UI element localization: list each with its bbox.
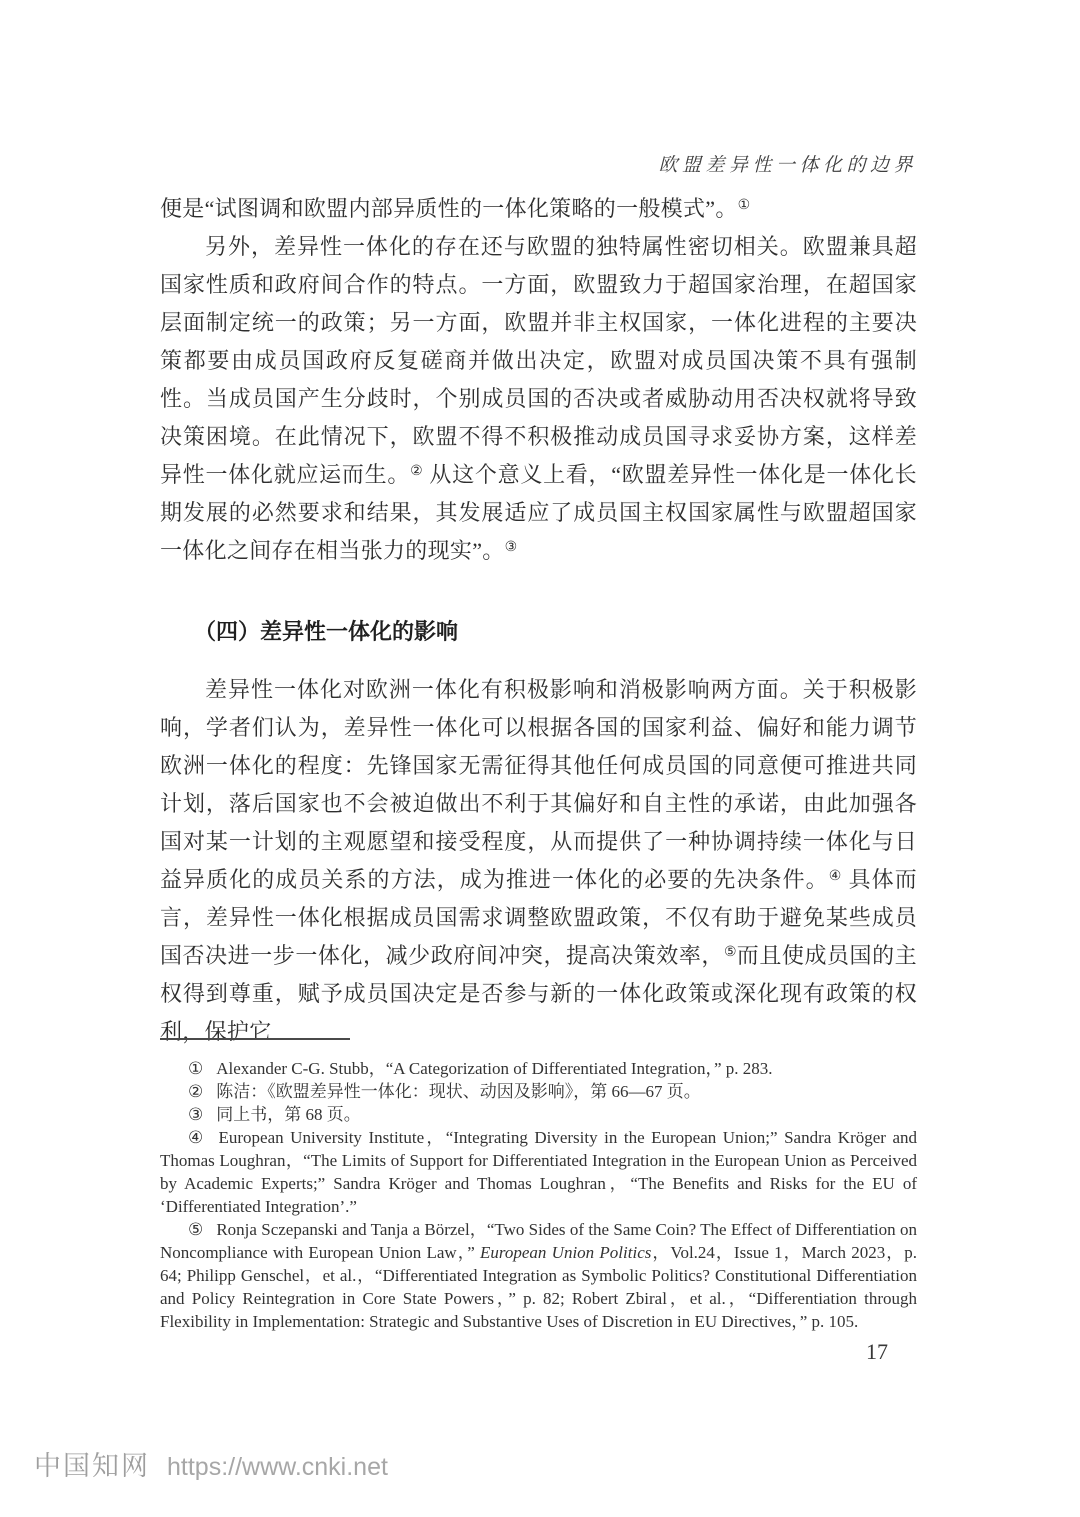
footnote-item — [160, 1103, 917, 1126]
footnote-marker: ② — [188, 1082, 204, 1101]
text-run: 便是“试图调和欧盟内部异质性的一体化策略的一般模式”。 — [160, 196, 738, 221]
body-paragraph — [160, 671, 917, 1051]
footnote-separator — [160, 1038, 350, 1040]
footnote-item — [160, 1126, 917, 1218]
text-run: 具体而言，差异性一体化根据成员国需求调整欧盟政策，不仅有助于避免某些成员国否决进一步一体化，减少政府间冲突，提高决策效率， — [160, 867, 917, 968]
text-run: 同上书，第 68 页。 — [216, 1105, 361, 1124]
text-run: ，Vol.24，Issue 1，March 2023，p. 64; Philipp Genschel，et al.，“Differentiated Integration as Symbolic Politics? Constitutional Differentiation and Policy Reintegration in Core State Powers，” p. 82; Robert Zbiral，et al.，“Differentiation through Flexibility in Implementation: Strategic and Substantive Uses of Discretion in EU Directives，” p. 105. — [160, 1243, 917, 1331]
watermark — [34, 1444, 388, 1483]
footnote-marker: ① — [188, 1059, 204, 1078]
text-run: 而且使成员国的主权得到尊重，赋予成员国决定是否参与新的一体化政策或深化现有政策的权利，保护它 — [160, 943, 917, 1044]
text-run: 另外，差异性一体化的存在还与欧盟的独特属性密切相关。欧盟兼具超国家性质和政府间合作的特点。一方面，欧盟致力于超国家治理，在超国家层面制定统一的政策；另一方面，欧盟并非主权国家，一体化进程的主要决策都要由成员国政府反复磋商并做出决定，欧盟对成员国决策不具有强制性。当成员国产生分歧时，个别成员国的否决或者威胁动用否决权就将导致决策困境。在此情况下，欧盟不得不积极推动成员国寻求妥协方案，这样差异性一体化就应运而生。 — [160, 234, 917, 487]
cnki-brand-text: 中国知网 — [34, 1451, 150, 1481]
body-paragraph — [160, 190, 917, 228]
footnote-ref: ③ — [504, 540, 518, 555]
text-run: European University Institute，“Integrating Diversity in the European Union;” Sandra Kröger and Thomas Loughran，“The Limits of Support for Differentiated Integration in the European Union as Perceived by Academic Experts;” Sandra Kröger and Thomas Loughran，“The Benefits and Risks for the EU of ‘Differentiated Integration’.” — [160, 1128, 917, 1216]
body-paragraph — [160, 228, 917, 570]
cnki-url-text: https://www.cnki.net — [167, 1453, 388, 1481]
footnote-marker: ③ — [188, 1105, 204, 1124]
text-run: 差异性一体化对欧洲一体化有积极影响和消极影响两方面。关于积极影响，学者们认为，差异性一体化可以根据各国的国家利益、偏好和能力调节欧洲一体化的程度：先锋国家无需征得其他任何成员国的同意便可推进共同计划，落后国家也不会被迫做出不利于其偏好和自主性的承诺，由此加强各国对某一计划的主观愿望和接受程度，从而提供了一种协调持续一体化与日益异质化的成员关系的方法，成为推进一体化的必要的先决条件。 — [160, 677, 917, 892]
footnote-marker: ⑤ — [188, 1220, 204, 1239]
text-run: 从这个意义上看，“欧盟差异性一体化是一体化长期发展的必然要求和结果，其发展适应了成员国主权国家属性与欧盟超国家一体化之间存在相当张力的现实”。 — [160, 462, 917, 563]
text-run: Alexander C-G. Stubb，“A Categorization of Differentiated Integration，” p. 283. — [216, 1059, 773, 1078]
text-run: Ronja Sczepanski and Tanja a Börzel，“Two Sides of the Same Coin? The Effect of Differentiation on Noncompliance with European Union Law，” — [160, 1220, 917, 1262]
text-run: European Union Politics — [480, 1243, 652, 1262]
footnote-item — [160, 1057, 917, 1080]
footnote-item — [160, 1218, 917, 1333]
section-heading: （四）差异性一体化的影响 — [194, 619, 459, 644]
footnote-marker: ④ — [188, 1128, 206, 1147]
page-body — [160, 190, 917, 1051]
footnote-ref: ② — [410, 464, 424, 479]
footnote-ref: ① — [737, 198, 751, 213]
footnote-item — [160, 1080, 917, 1103]
footnotes — [160, 1057, 917, 1333]
text-run: 陈洁：《欧盟差异性一体化：现状、动因及影响》，第 66—67 页。 — [216, 1082, 701, 1101]
footnote-ref: ④ — [828, 869, 843, 884]
running-header: 欧盟差异性一体化的边界 — [658, 155, 917, 176]
footnote-ref: ⑤ — [723, 945, 737, 960]
page-number: 17 — [866, 1339, 888, 1364]
